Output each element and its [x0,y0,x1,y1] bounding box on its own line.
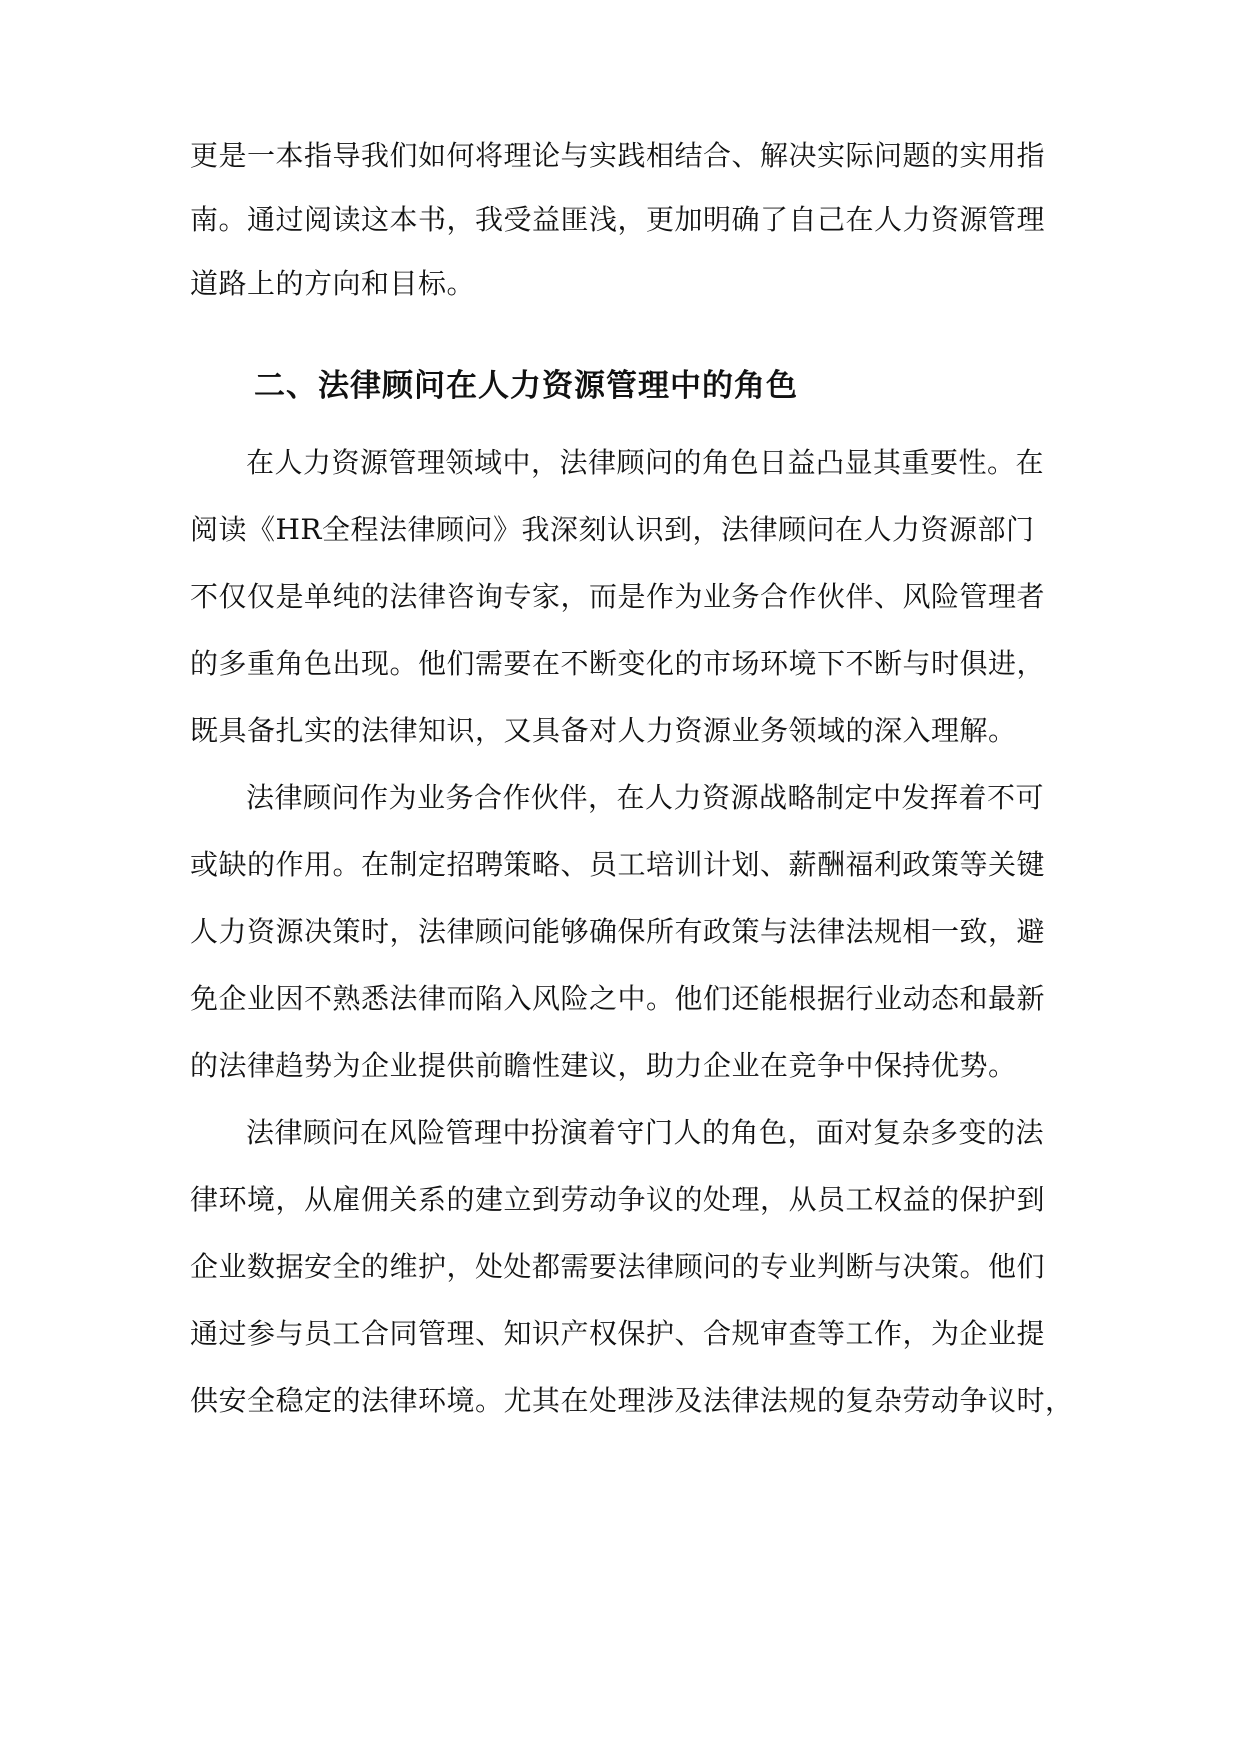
text-line: 道路上的方向和目标。 [190,267,476,300]
text-line: 人力资源决策时，法律顾问能够确保所有政策与法律法规相一致，避 [190,915,1046,948]
text-line: 法律顾问作为业务合作伙伴，在人力资源战略制定中发挥着不可 [246,781,1045,814]
text-line: 法律顾问在风险管理中扮演着守门人的角色，面对复杂多变的法 [246,1116,1045,1149]
text-line: 不仅仅是单纯的法律咨询专家，而是作为业务合作伙伴、风险管理者 [190,580,1046,613]
section-heading: 二、法律顾问在人力资源管理中的角色 [254,368,798,404]
text-line: 阅读《HR全程法律顾问》我深刻认识到，法律顾问在人力资源部门 [190,513,1035,546]
text-line: 既具备扎实的法律知识，又具备对人力资源业务领域的深入理解。 [190,714,1017,747]
text-line: 通过参与员工合同管理、知识产权保护、合规审查等工作，为企业提 [190,1317,1046,1350]
text-line: 更是一本指导我们如何将理论与实践相结合、解决实际问题的实用指 [190,139,1046,172]
text-line: 南。通过阅读这本书，我受益匪浅，更加明确了自己在人力资源管理 [190,203,1046,236]
text-line: 的法律趋势为企业提供前瞻性建议，助力企业在竞争中保持优势。 [190,1049,1017,1082]
text-line: 免企业因不熟悉法律而陷入风险之中。他们还能根据行业动态和最新 [190,982,1046,1015]
text-line: 律环境，从雇佣关系的建立到劳动争议的处理，从员工权益的保护到 [190,1183,1046,1216]
text-line: 企业数据安全的维护，处处都需要法律顾问的专业判断与决策。他们 [190,1250,1046,1283]
text-line: 供安全稳定的法律环境。尤其在处理涉及法律法规的复杂劳动争议时， [190,1384,1074,1417]
text-line: 或缺的作用。在制定招聘策略、员工培训计划、薪酬福利政策等关键 [190,848,1046,881]
text-line: 的多重角色出现。他们需要在不断变化的市场环境下不断与时俱进， [190,647,1046,680]
text-line: 在人力资源管理领域中，法律顾问的角色日益凸显其重要性。在 [246,446,1045,479]
